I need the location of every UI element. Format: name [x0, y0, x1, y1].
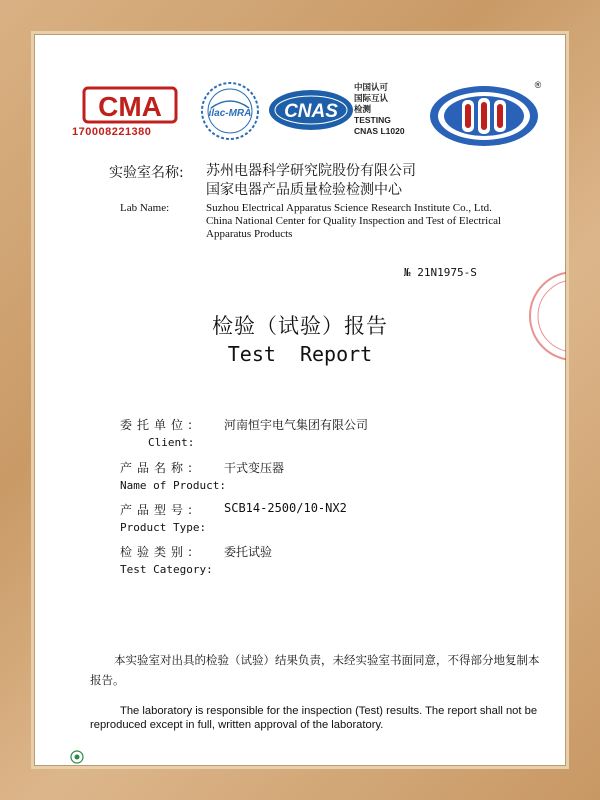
ilac-mra-logo: [199, 80, 261, 142]
cnas-caption: 中国认可 国际互认 检测 TESTING CNAS L1020: [354, 82, 405, 136]
field-label-zh: 委托单位:: [120, 418, 198, 432]
field-product-name: [120, 459, 285, 492]
lab-name-label-zh: 实验室名称:: [109, 165, 184, 181]
svg-text:®: ®: [534, 80, 542, 90]
report-title-zh: 检验（试验）报告: [212, 314, 388, 338]
lab-name-en: Suzhou Electrical Apparatus Science Research Institute Co., Ltd. China National Center for Quality Inspection and Test of Electrical Apparatus Products: [206, 202, 502, 240]
field-client: [120, 416, 369, 449]
notice-en: The laboratory is responsible for the inspection (Test) results. The report shall not be reproduced except in full, written approval of the laboratory.: [90, 705, 538, 731]
field-value: SCB14-2500/10-NX2: [224, 501, 347, 515]
field-value: 干式变压器: [224, 461, 285, 475]
cnas-logo: [266, 86, 356, 134]
certificate-paper: [34, 34, 566, 766]
field-label-zh: 产品型号:: [120, 503, 198, 517]
report-number: № 21N1975-S: [404, 266, 477, 279]
report-title-en: Test Report: [227, 342, 373, 366]
field-product-type: [120, 501, 347, 534]
field-label-en: Test Category:: [120, 563, 213, 576]
cma-number: 170008221380: [72, 126, 152, 138]
notice-zh: 本实验室对出具的检验（试验）结果负责，未经实验室书面同意，不得部分地复制本报告。: [90, 653, 540, 687]
field-label-zh: 产品名称:: [120, 461, 198, 475]
small-stamp-icon: [70, 750, 84, 764]
field-value: 委托试验: [224, 545, 273, 559]
lab-name-zh: 苏州电器科学研究院股份有限公司 国家电器产品质量检验检测中心: [206, 163, 416, 198]
field-label-en: Name of Product:: [120, 479, 226, 492]
svg-text:CMA: CMA: [98, 91, 162, 122]
field-label-en: Client:: [148, 436, 195, 449]
svg-text:ilac-MRA: ilac-MRA: [208, 108, 252, 119]
field-label-zh: 检验类别:: [120, 545, 198, 559]
field-test-category: [120, 543, 273, 576]
cqc-logo: [426, 76, 546, 150]
field-label-en: Product Type:: [120, 521, 207, 534]
field-value: 河南恒宇电气集团有限公司: [224, 418, 369, 432]
lab-name-label-en: Lab Name:: [120, 202, 170, 214]
svg-text:CNAS: CNAS: [284, 101, 338, 122]
